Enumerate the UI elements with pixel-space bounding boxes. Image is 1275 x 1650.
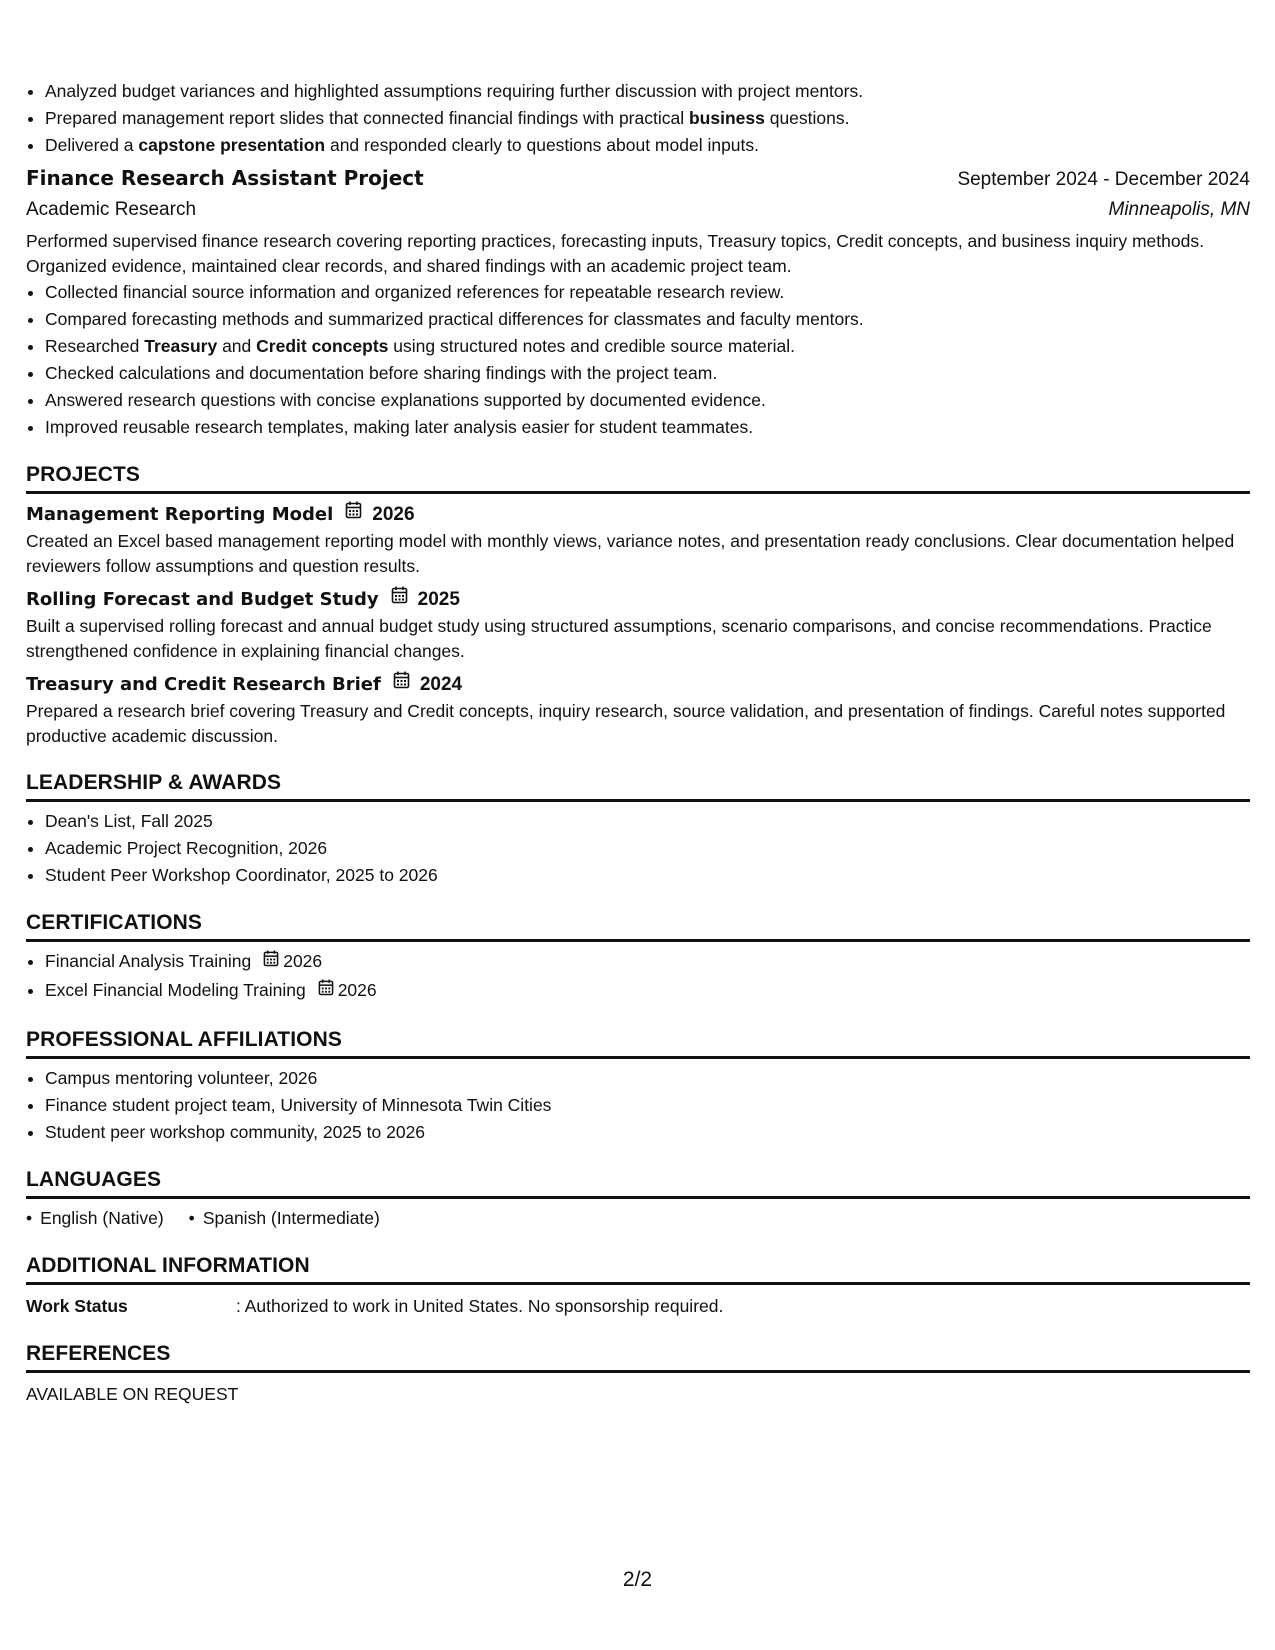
projects-section bbox=[26, 500, 1250, 749]
bullet-text: using structured notes and credible source material. bbox=[388, 336, 795, 356]
project-header bbox=[26, 670, 1250, 699]
project-title: Rolling Forecast and Budget Study bbox=[26, 589, 379, 610]
list-item: • Dean's List, Fall 2025 bbox=[45, 808, 1250, 835]
language-item: • English (Native) bbox=[26, 1205, 164, 1232]
list-item bbox=[45, 78, 1250, 105]
project-year: 2024 bbox=[419, 674, 463, 695]
bullet-bold-text: capstone presentation bbox=[138, 135, 326, 155]
list-item bbox=[45, 105, 1250, 132]
bullet-text: Collected financial source information and organized references for repeatable research review. bbox=[45, 282, 785, 302]
list-item bbox=[45, 387, 1250, 414]
calendar-icon bbox=[391, 585, 408, 612]
project-title: Management Reporting Model bbox=[26, 504, 334, 525]
list-item bbox=[45, 414, 1250, 441]
experience-bullet-list bbox=[26, 279, 1250, 441]
affiliations-heading: PROFESSIONAL AFFILIATIONS bbox=[26, 1026, 1250, 1059]
bullet-text: Delivered a bbox=[45, 135, 139, 155]
bullet-text: Answered research questions with concise explanations supported by documented evidence. bbox=[45, 390, 766, 410]
calendar-icon bbox=[393, 670, 410, 697]
bullet-text: and bbox=[217, 336, 257, 356]
work-status-label: Work Status bbox=[26, 1296, 128, 1316]
bullet-text: Prepared management report slides that connected financial findings with practical bbox=[45, 108, 689, 128]
leadership-heading: LEADERSHIP & AWARDS bbox=[26, 769, 1250, 802]
list-item bbox=[45, 306, 1250, 333]
calendar-icon bbox=[263, 948, 279, 975]
project-title: Treasury and Credit Research Brief bbox=[26, 674, 381, 695]
project-description: Built a supervised rolling forecast and annual budget study using structured assumptions, scenario comparisons, and concise recommendations. Practice strengthened confidence in explaining financial changes. bbox=[26, 616, 1212, 661]
bullet-text: Researched bbox=[45, 336, 145, 356]
certification-year: 2026 bbox=[283, 951, 323, 972]
calendar-icon bbox=[345, 500, 362, 527]
work-status-value: : Authorized to work in United States. No sponsorship required. bbox=[236, 1296, 724, 1316]
certification-name: Financial Analysis Training bbox=[45, 951, 252, 972]
experience-location: Minneapolis, MN bbox=[1108, 199, 1250, 220]
list-item bbox=[45, 132, 1250, 159]
bullet-bold-text: Treasury bbox=[144, 336, 218, 356]
leadership-list bbox=[26, 808, 1250, 889]
list-item: • Student Peer Workshop Coordinator, 2025 to 2026 bbox=[45, 862, 1250, 889]
project-header bbox=[26, 500, 1250, 529]
project-year: 2026 bbox=[372, 504, 415, 525]
certifications-list bbox=[26, 948, 1250, 1006]
previous-bullet-list bbox=[26, 78, 1250, 159]
languages-list bbox=[26, 1205, 1250, 1232]
list-item bbox=[45, 279, 1250, 306]
list-item bbox=[45, 948, 1250, 977]
list-item: • Finance student project team, University of Minnesota Twin Cities bbox=[45, 1092, 1250, 1119]
bullet-text: and responded clearly to questions about model inputs. bbox=[325, 135, 760, 155]
certification-year: 2026 bbox=[337, 980, 377, 1001]
projects-heading: PROJECTS bbox=[26, 461, 1250, 494]
list-item bbox=[45, 977, 1250, 1006]
experience-dates: September 2024 - December 2024 bbox=[957, 169, 1250, 190]
experience-title: Finance Research Assistant Project bbox=[26, 166, 424, 190]
bullet-text: questions. bbox=[764, 108, 850, 128]
page-number: 2/2 bbox=[622, 1568, 653, 1591]
bullet-text: Compared forecasting methods and summarized practical differences for classmates and faculty mentors. bbox=[45, 309, 864, 329]
bullet-bold-text: business bbox=[688, 108, 765, 128]
work-status-row bbox=[26, 1293, 1250, 1320]
resume-page bbox=[26, 78, 1250, 1408]
list-item: • Academic Project Recognition, 2026 bbox=[45, 835, 1250, 862]
project-description: Created an Excel based management reporting model with monthly views, variance notes, and presentation ready conclusions. Clear documentation helped reviewers follow assumptions and question results. bbox=[26, 531, 1235, 576]
bullet-bold-text: Credit concepts bbox=[256, 336, 389, 356]
list-item: • Student peer workshop community, 2025 to 2026 bbox=[45, 1119, 1250, 1146]
bullet-text: Improved reusable research templates, making later analysis easier for student teammates. bbox=[45, 417, 754, 437]
list-item bbox=[45, 360, 1250, 387]
languages-heading: LANGUAGES bbox=[26, 1166, 1250, 1199]
references-heading: REFERENCES bbox=[26, 1340, 1250, 1373]
bullet-text: Analyzed budget variances and highlighted assumptions requiring further discussion with project mentors. bbox=[45, 81, 864, 101]
calendar-icon bbox=[318, 977, 334, 1004]
affiliations-list bbox=[26, 1065, 1250, 1146]
project-header bbox=[26, 585, 1250, 614]
references-text: AVAILABLE ON REQUEST bbox=[26, 1384, 239, 1404]
list-item bbox=[45, 333, 1250, 360]
experience-entry bbox=[26, 165, 1250, 441]
experience-organization: Academic Research bbox=[26, 199, 197, 220]
bullet-text: Checked calculations and documentation before sharing findings with the project team. bbox=[45, 363, 718, 383]
project-description: Prepared a research brief covering Treasury and Credit concepts, inquiry research, source validation, and presentation of findings. Careful notes supported productive academic discussion. bbox=[26, 701, 1226, 746]
experience-description: Performed supervised finance research covering reporting practices, forecasting inputs, Treasury topics, Credit concepts, and business inquiry methods. Organized evidence, maintained clear records, and shared findings with an academic project team. bbox=[26, 231, 1204, 276]
project-year: 2025 bbox=[417, 589, 460, 610]
additional-info-heading: ADDITIONAL INFORMATION bbox=[26, 1252, 1250, 1285]
certifications-heading: CERTIFICATIONS bbox=[26, 909, 1250, 942]
language-item: • Spanish (Intermediate) bbox=[189, 1205, 380, 1232]
certification-name: Excel Financial Modeling Training bbox=[45, 980, 306, 1001]
list-item: • Campus mentoring volunteer, 2026 bbox=[45, 1065, 1250, 1092]
